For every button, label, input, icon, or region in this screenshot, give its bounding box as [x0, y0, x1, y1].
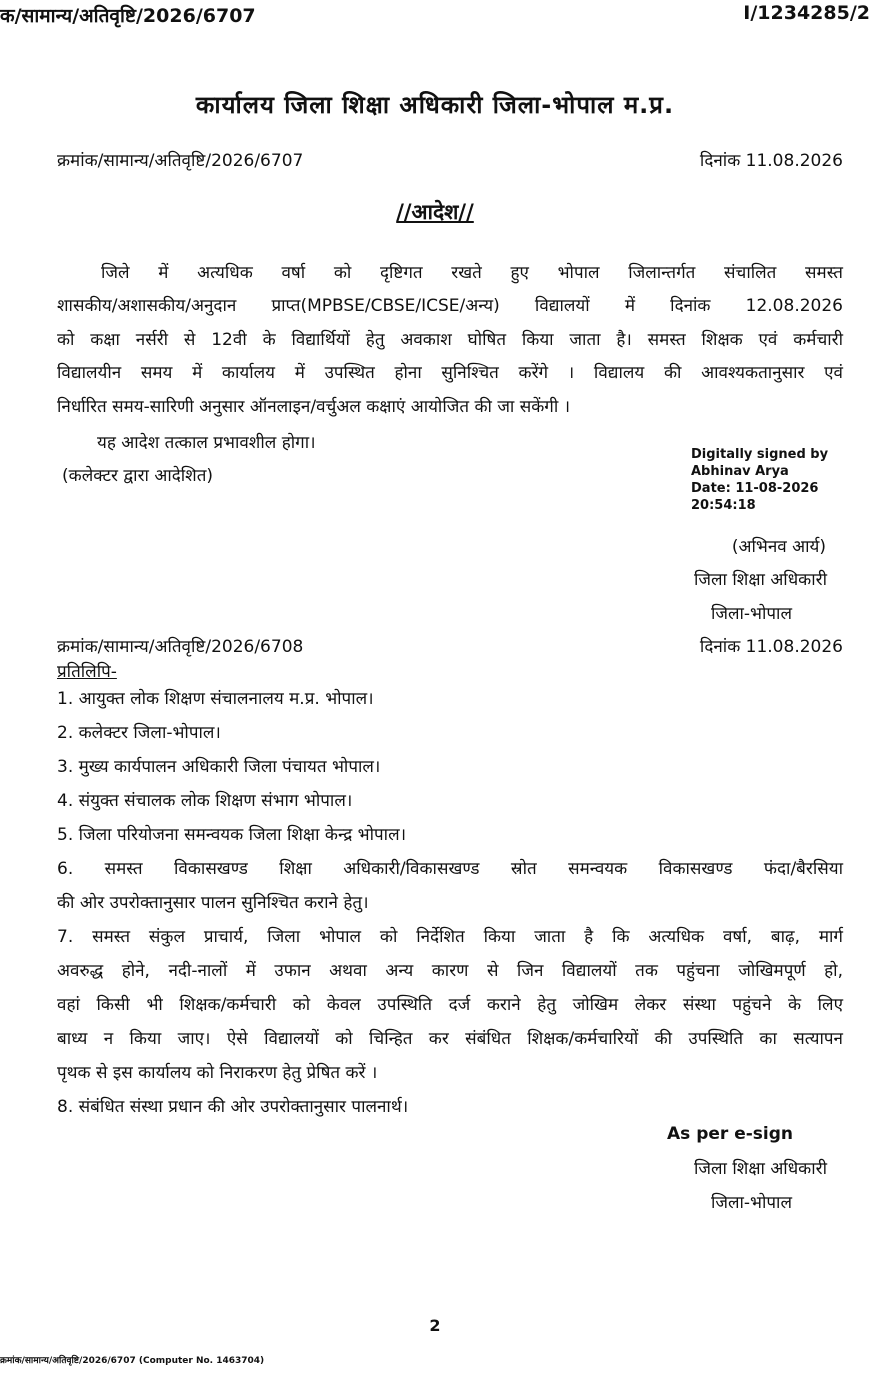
copy-list-line: पृथक से इस कार्यालय को निराकरण हेतु प्रेषित करें । — [57, 1063, 378, 1083]
copy-list-line: 3. मुख्य कार्यपालन अधिकारी जिला पंचायत भोपाल। — [57, 757, 381, 777]
copy-list-line: 2. कलेक्टर जिला-भोपाल। — [57, 723, 221, 743]
copy-list-line: की ओर उपरोक्तानुसार पालन सुनिश्चित कराने हेतु। — [57, 893, 369, 913]
signature-line: Abhinav Arya — [691, 464, 789, 479]
copy-list-item — [57, 784, 843, 818]
order-body — [57, 257, 843, 424]
order-ref-no: क्रमांक/सामान्य/अतिवृष्टि/2026/6707 — [57, 151, 304, 171]
copy-list-line: 4. संयुक्त संचालक लोक शिक्षण संभाग भोपाल। — [57, 791, 353, 811]
footer-ref: क्रमांक/सामान्य/अतिवृष्टि/2026/6707 (Computer No. 1463704) — [0, 1356, 265, 1366]
copy-list-item — [57, 920, 843, 1090]
copy-ref-no: क्रमांक/सामान्य/अतिवृष्टि/2026/6708 — [57, 637, 304, 657]
copy-list-line: 1. आयुक्त लोक शिक्षण संचालनालय म.प्र. भोपाल। — [57, 689, 374, 709]
signature-line: Date: 11-08-2026 — [691, 481, 819, 496]
order-body-line: विद्यालयीन समय में कार्यालय में उपस्थित होना सुनिश्चित करेंगे । विद्यालय की आवश्यकतानुसार एवं — [57, 363, 843, 384]
signatory-name: (अभिनव आर्य) — [731, 537, 826, 557]
signature-line: 20:54:18 — [691, 498, 756, 513]
copy-list-line: अवरुद्ध होने, नदी-नालों में उफान अथवा अन्य कारण से जिन विद्यालयों तक पहुंचना जोखिमपूर्ण हो, — [57, 961, 843, 981]
order-body-line: शासकीय/अशासकीय/अनुदान प्राप्त(MPBSE/CBSE/ICSE/अन्य) विद्यालयों में दिनांक 12.08.2026 — [57, 296, 843, 317]
copy-list-item — [57, 682, 843, 716]
copy-list-line: 7. समस्त संकुल प्राचार्य, जिला भोपाल को निर्देशित किया जाता है कि अत्यधिक वर्षा, बाढ़, मार्ग — [57, 927, 843, 947]
order-body-line: को कक्षा नर्सरी से 12वी के विद्यार्थियों हेतु अवकाश घोषित किया जाता है। समस्त शिक्षक एवं कर्मचारी — [57, 329, 843, 350]
collector-line: (कलेक्टर द्वारा आदेशित) — [62, 466, 214, 486]
digital-signature-stamp — [691, 446, 828, 514]
header-left-ref: क/सामान्य/अतिवृष्टि/2026/6707 — [0, 5, 256, 27]
copy-list-item — [57, 750, 843, 784]
copy-list-line: 6. समस्त विकासखण्ड शिक्षा अधिकारी/विकासखण्ड स्रोत समन्वयक विकासखण्ड फंदा/बैरसिया — [57, 859, 843, 879]
signatory-place: जिला-भोपाल — [710, 604, 792, 624]
signatory-designation: जिला शिक्षा अधिकारी — [694, 570, 827, 590]
esign-label: As per e-sign — [667, 1124, 793, 1144]
copy-list-item — [57, 716, 843, 750]
signature-line: Digitally signed by — [691, 447, 829, 462]
copy-heading: प्रतिलिपि- — [57, 662, 117, 682]
order-heading: //आदेश// — [396, 200, 474, 224]
effective-line: यह आदेश तत्काल प्रभावशील होगा। — [97, 433, 316, 453]
order-date: दिनांक 11.08.2026 — [699, 151, 843, 171]
copy-date: दिनांक 11.08.2026 — [699, 637, 843, 657]
esign-place: जिला-भोपाल — [710, 1193, 792, 1213]
order-body-line: निर्धारित समय-सारिणी अनुसार ऑनलाइन/वर्चुअल कक्षाएं आयोजित की जा सकेंगी । — [57, 396, 571, 417]
copy-list-line: 5. जिला परियोजना समन्वयक जिला शिक्षा केन्द्र भोपाल। — [57, 825, 407, 845]
order-body-line: जिले में अत्यधिक वर्षा को दृष्टिगत रखते हुए भोपाल जिलान्तर्गत संचालित समस्त — [101, 263, 843, 283]
copy-list-item — [57, 818, 843, 852]
copy-list-line: वहां किसी भी शिक्षक/कर्मचारी को केवल उपस्थिति दर्ज कराने हेतु जोखिम लेकर संस्था पहुंचने के लिए — [57, 995, 843, 1015]
copy-list-item — [57, 852, 843, 920]
copy-list-line: बाध्य न किया जाए। ऐसे विद्यालयों को चिन्हित कर संबंधित शिक्षक/कर्मचारियों की उपस्थिति का सत्यापन — [57, 1029, 843, 1049]
copy-list-line: 8. संबंधित संस्था प्रधान की ओर उपरोक्तानुसार पालनार्थ। — [57, 1097, 409, 1117]
header-right-ref: I/1234285/2 — [743, 2, 870, 24]
office-title: कार्यालय जिला शिक्षा अधिकारी जिला-भोपाल म.प्र. — [195, 91, 675, 119]
copy-list-item — [57, 1090, 843, 1124]
esign-designation: जिला शिक्षा अधिकारी — [694, 1159, 827, 1179]
page-number: 2 — [429, 1316, 441, 1335]
